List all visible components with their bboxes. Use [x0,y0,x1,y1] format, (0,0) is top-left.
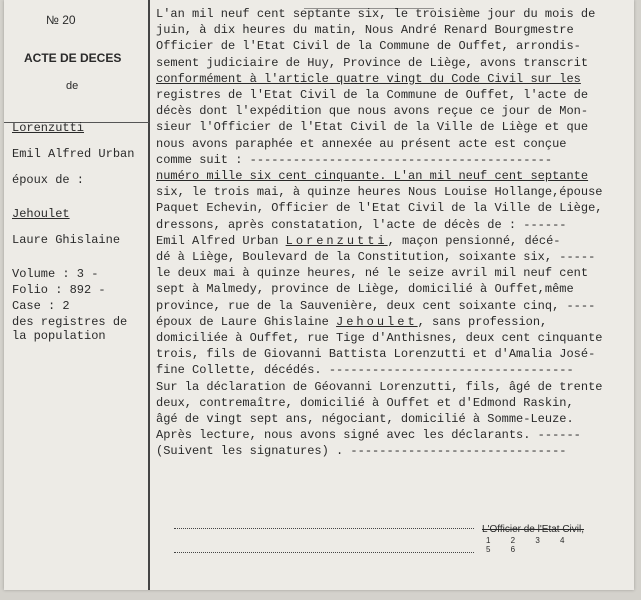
signature-line [174,552,474,554]
deceased-surname: Lorenzutti [12,121,85,135]
body-line: deux, contremaître, domicilié à Ouffet et d'Edmond Raskin, [156,395,574,410]
body-line: comme suit : ------------------------------------------ [156,152,553,167]
body-line: Paquet Echevin, Officier de l'Etat Civil de la Ville de Liège, [156,201,603,216]
body-line: décès dont l'expédition que nous avons reçue ce jour de Mon- [156,104,589,119]
body-line: Sur la déclaration de Géovanni Lorenzutti, fils, âgé de trente [156,379,603,394]
officer-signature [482,524,585,554]
body-line: âgé de vingt sept ans, négociant, domicilié à Somme-Leuze. [156,412,574,427]
officer-label: L'Officier de l'Etat Civil, [482,524,585,535]
spouse-label: époux de : [12,173,85,187]
signature-marks: 1 2 3 4 5 6 [486,536,574,554]
body-line: juin, à dix heures du matin, Nous André Renard Bourgmestre [156,23,574,38]
deceased-name-spaced: Lorenzutti [285,233,388,248]
body-line: fine Collette, décédés. ---------------------------------- [156,363,574,378]
body-line: Après lecture, nous avons signé avec les déclarants. ------ [156,428,581,443]
body-line: dé à Liège, Boulevard de la Constitution, soixante six, ----- [156,250,596,265]
act-de: de [66,80,79,92]
body-line: conformément à l'article quatre vingt du Code Civil sur les [156,71,581,86]
column-divider [148,0,150,590]
folio: Folio : 892 - [12,283,106,297]
spouse-intro: époux de Laure Ghislaine [156,314,337,329]
registers-line-1: des registres de [12,315,128,329]
deceased-rest: , maçon pensionné, décé- [387,233,561,248]
body-line: L'an mil neuf cent septante six, le troisième jour du mois de [156,7,596,21]
document-page [4,0,634,590]
body-line: six, le trois mai, à quinze heures Nous Louise Hollange,épouse [156,185,603,200]
body-line: le deux mai à quinze heures, né le seize avril mil neuf cent [156,266,589,281]
act-title: ACTE DE DECES [24,51,122,65]
spouse-name-spaced: Jehoulet [336,314,418,329]
body-line-spouse [156,314,632,330]
body-line-deceased [156,233,632,249]
body-line: registres de l'Etat Civil de la Commune de Ouffet, l'acte de [156,88,589,103]
body-line: (Suivent les signatures) . ------------------------------ [156,444,567,459]
body-line: province, rue de la Sauvenière, deux cent soixante cinq, ---- [156,298,596,313]
body-line: domiciliée à Ouffet, rue Tige d'Anthisnes, deux cent cinquante [156,331,603,346]
case: Case : 2 [12,299,70,313]
body-line: numéro mille six cent cinquante. L'an mil neuf cent septante [156,169,589,184]
body-line: Officier de l'Etat Civil de la Commune de Ouffet, arrondis- [156,39,581,54]
deceased-given-names: Emil Alfred Urban [12,147,135,161]
signature-line [174,528,474,530]
body-line: dressons, après constatation, l'acte de décès de : ------ [156,217,567,232]
body-line: trois, fils de Giovanni Battista Lorenzutti et d'Amalia José- [156,347,596,362]
volume: Volume : 3 - [12,267,99,281]
act-number: № 20 [46,13,76,27]
registers-line-2: la population [12,329,106,343]
body-line: sieur l'Officier de l'Etat Civil de la Ville de Liège et que [156,120,589,135]
spouse-given-names: Laure Ghislaine [12,233,121,247]
act-body [156,6,632,460]
body-line: nous avons paraphée et annexée au présent acte est conçue [156,136,567,151]
spouse-surname: Jehoulet [12,207,70,221]
deceased-given: Emil Alfred Urban [156,233,286,248]
spouse-rest: , sans profession, [417,314,548,329]
body-line: sept à Malmedy, province de Liège, domicilié à Ouffet,même [156,282,574,297]
body-line: sement judiciaire de Huy, Province de Liège, avons transcrit [156,55,589,70]
